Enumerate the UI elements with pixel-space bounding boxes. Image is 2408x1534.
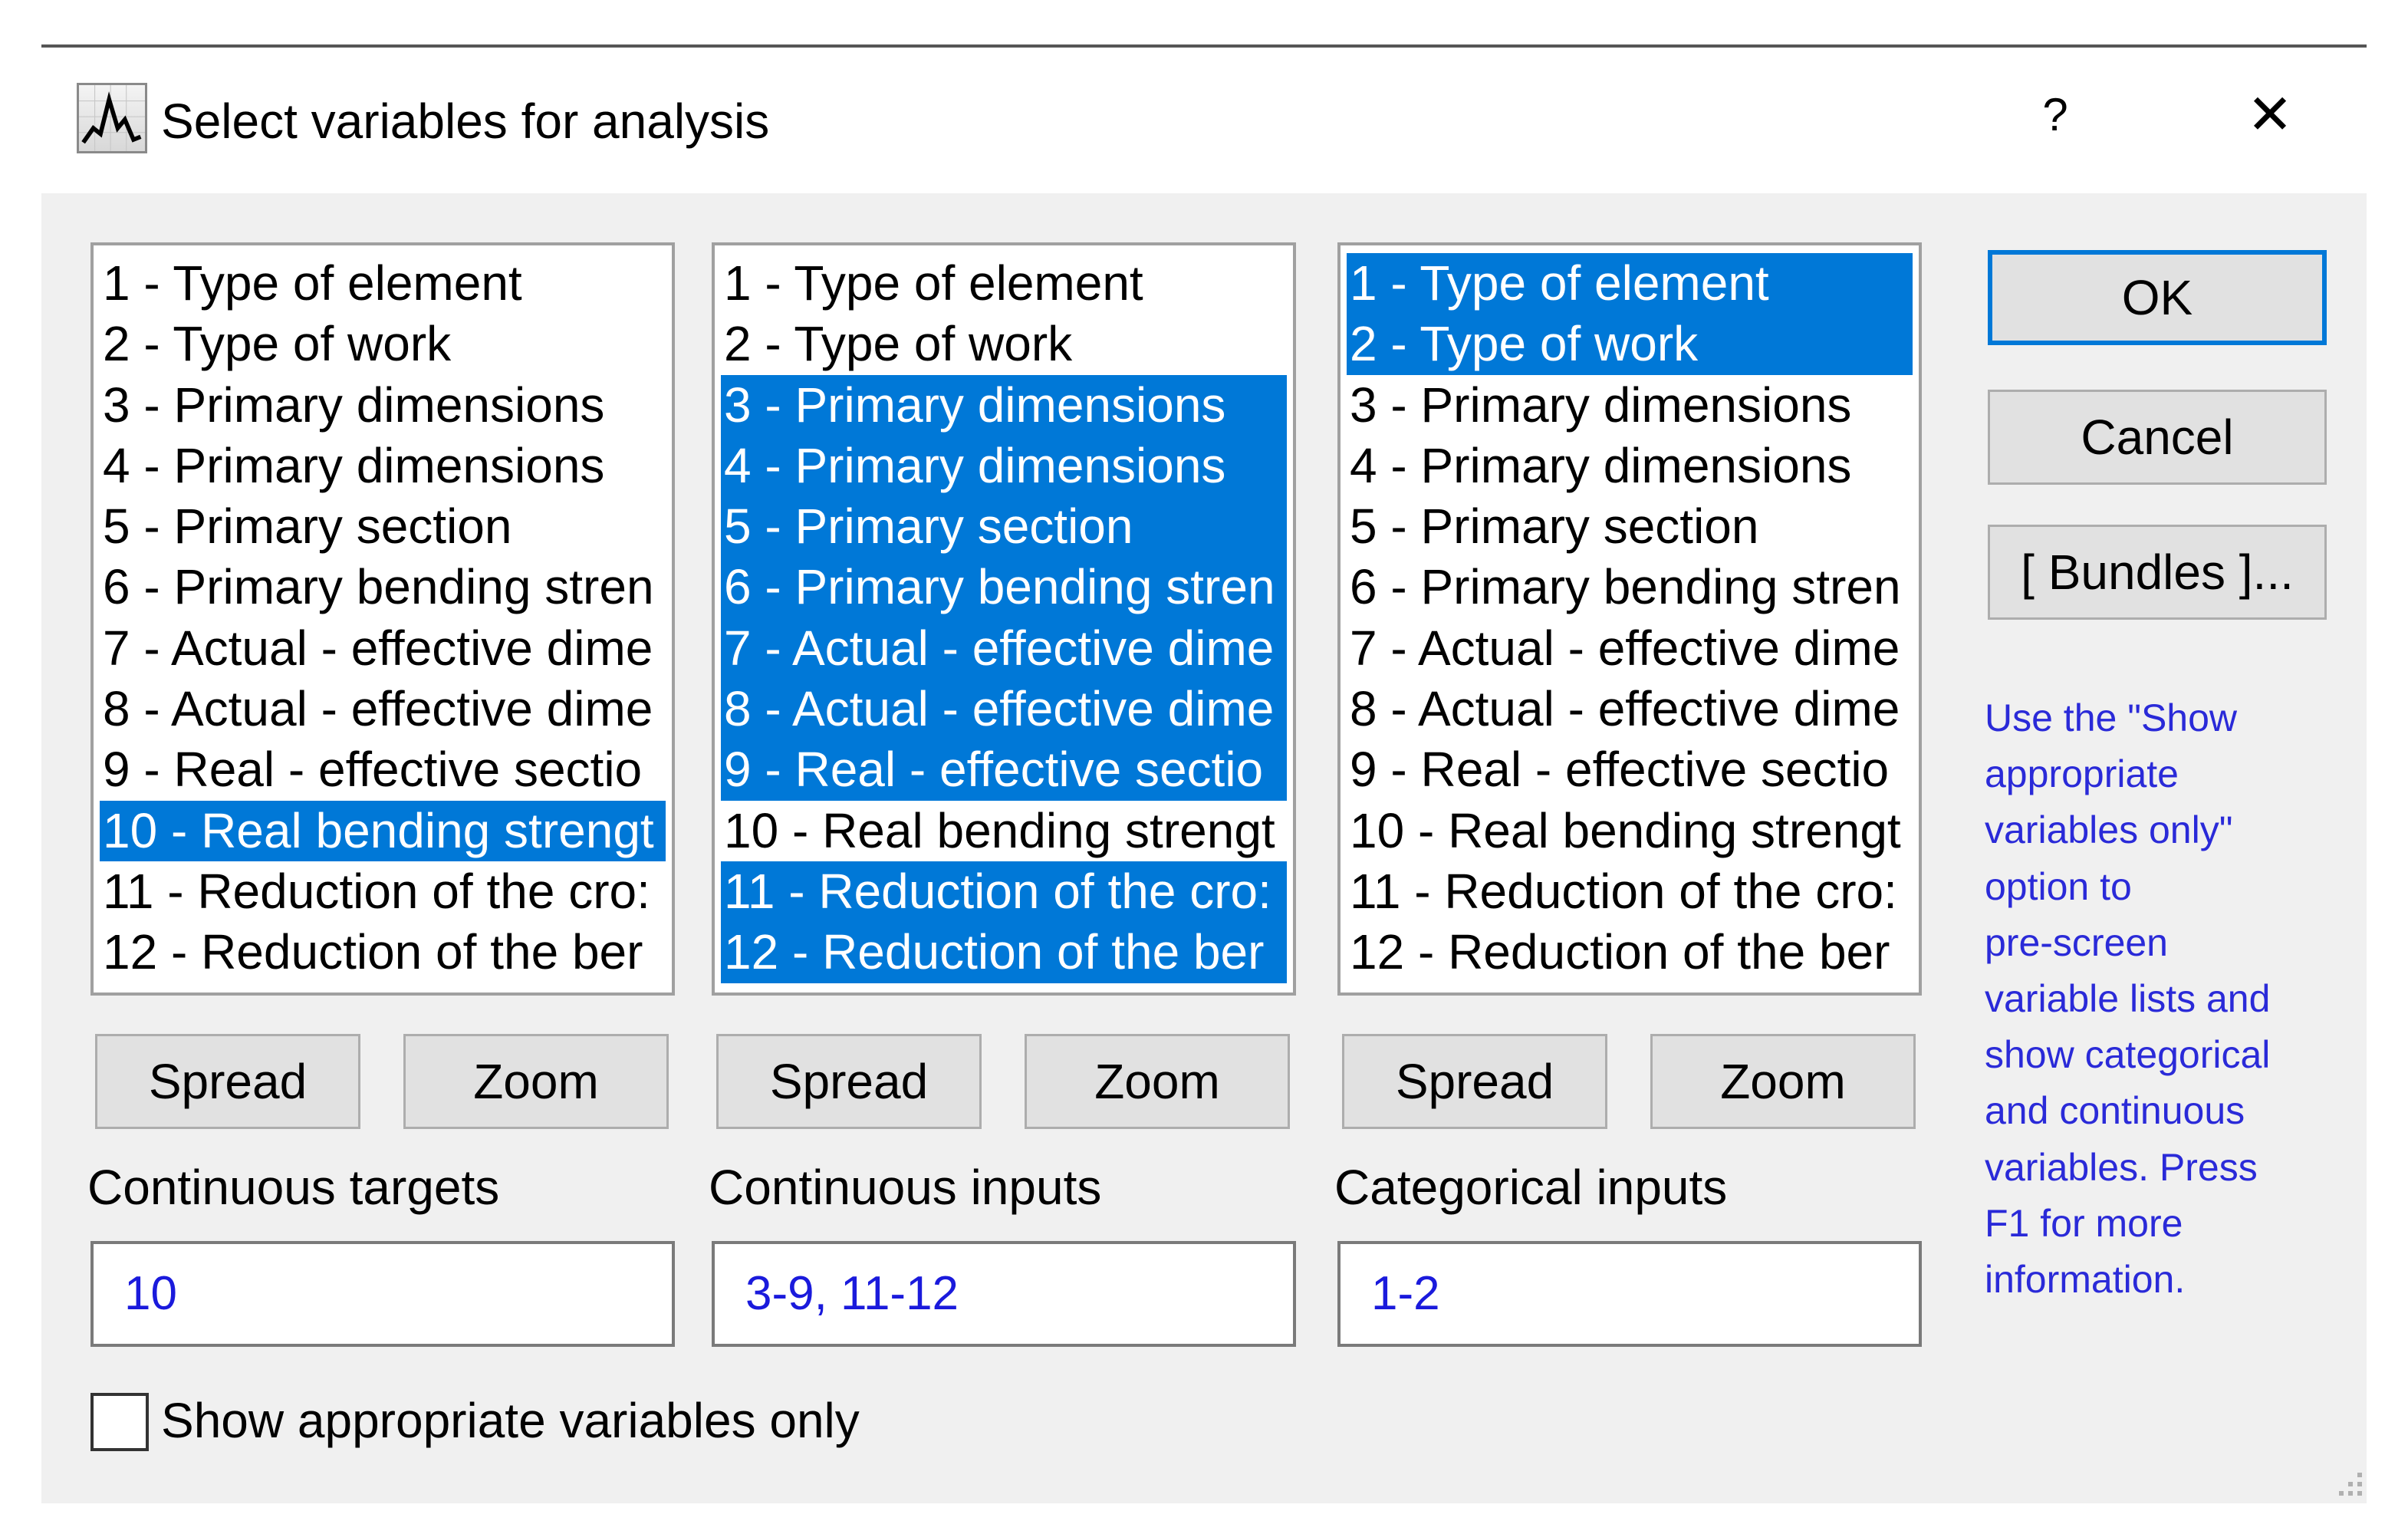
spread-button-categorical[interactable]: Spread (1342, 1034, 1607, 1129)
show-appropriate-checkbox[interactable] (90, 1393, 149, 1451)
zoom-button-inputs[interactable]: Zoom (1025, 1034, 1290, 1129)
list-item[interactable]: 10 - Real bending strengt (1350, 802, 1901, 858)
list-item[interactable]: 6 - Primary bending stren (103, 559, 654, 615)
help-note (1985, 690, 2345, 1308)
list-item[interactable]: 5 - Primary section (1350, 499, 1759, 555)
list-item[interactable]: 11 - Reduction of the cro: (721, 861, 1287, 922)
continuous-targets-list[interactable] (90, 242, 675, 996)
list-item[interactable]: 6 - Primary bending stren (721, 557, 1287, 617)
list-item[interactable]: 10 - Real bending strengt (100, 801, 666, 861)
list-item[interactable]: 5 - Primary section (103, 499, 512, 555)
list-items (100, 253, 666, 983)
help-note-line: and continuous (1985, 1089, 2245, 1133)
list-item[interactable]: 2 - Type of work (1347, 314, 1913, 374)
list-item[interactable]: 12 - Reduction of the ber (1350, 924, 1890, 980)
list-item[interactable]: 7 - Actual - effective dime (1350, 620, 1900, 676)
list-item[interactable]: 2 - Type of work (103, 316, 452, 372)
continuous-targets-label: Continuous targets (87, 1160, 500, 1215)
list-item[interactable]: 8 - Actual - effective dime (1350, 681, 1900, 737)
help-note-line: Use the "Show (1985, 696, 2238, 739)
list-item[interactable]: 7 - Actual - effective dime (103, 620, 653, 676)
help-note-line: pre-screen (1985, 920, 2168, 964)
list-item[interactable]: 4 - Primary dimensions (721, 436, 1287, 496)
spread-button-inputs[interactable]: Spread (716, 1034, 982, 1129)
list-item[interactable]: 4 - Primary dimensions (103, 437, 605, 493)
list-item[interactable]: 8 - Actual - effective dime (103, 681, 653, 737)
help-note-line: show categorical (1985, 1033, 2271, 1077)
categorical-inputs-list[interactable] (1337, 242, 1922, 996)
help-note-line: F1 for more (1985, 1201, 2183, 1245)
help-note-line: variables. Press (1985, 1145, 2258, 1189)
zoom-button-targets[interactable]: Zoom (403, 1034, 669, 1129)
help-note-line: option to (1985, 864, 2132, 908)
list-items (721, 253, 1287, 983)
help-note-line: appropriate (1985, 752, 2179, 796)
cancel-button[interactable]: Cancel (1988, 390, 2327, 485)
list-item[interactable]: 11 - Reduction of the cro: (103, 863, 650, 919)
continuous-targets-field[interactable]: 10 (90, 1241, 675, 1347)
list-item[interactable]: 9 - Real - effective sectio (1350, 742, 1890, 798)
list-item[interactable]: 2 - Type of work (724, 316, 1073, 372)
spread-button-targets[interactable]: Spread (95, 1034, 360, 1129)
list-item[interactable]: 6 - Primary bending stren (1350, 559, 1901, 615)
categorical-inputs-label: Categorical inputs (1334, 1160, 1728, 1215)
list-item[interactable]: 1 - Type of element (724, 255, 1143, 311)
help-note-line: information. (1985, 1258, 2186, 1302)
list-item[interactable]: 7 - Actual - effective dime (721, 618, 1287, 679)
list-item[interactable]: 9 - Real - effective sectio (721, 739, 1287, 800)
list-item[interactable]: 9 - Real - effective sectio (103, 742, 643, 798)
list-item[interactable]: 12 - Reduction of the ber (103, 924, 643, 980)
help-note-line: variable lists and (1985, 977, 2271, 1021)
list-item[interactable]: 3 - Primary dimensions (1350, 377, 1852, 433)
show-appropriate-label[interactable]: Show appropriate variables only (161, 1393, 860, 1448)
ok-button[interactable]: OK (1988, 250, 2327, 345)
help-button[interactable]: ? (2042, 89, 2068, 140)
list-item[interactable]: 10 - Real bending strengt (724, 802, 1275, 858)
list-item[interactable]: 5 - Primary section (721, 496, 1287, 557)
list-item[interactable]: 8 - Actual - effective dime (721, 679, 1287, 739)
chart-icon (77, 83, 147, 153)
list-item[interactable]: 1 - Type of element (1347, 253, 1913, 314)
continuous-inputs-label: Continuous inputs (709, 1160, 1102, 1215)
list-item[interactable]: 3 - Primary dimensions (721, 375, 1287, 436)
list-item[interactable]: 4 - Primary dimensions (1350, 437, 1852, 493)
dialog-title: Select variables for analysis (161, 94, 770, 149)
help-note-line: variables only" (1985, 808, 2233, 852)
zoom-button-categorical[interactable]: Zoom (1650, 1034, 1916, 1129)
list-item[interactable]: 3 - Primary dimensions (103, 377, 605, 433)
continuous-inputs-list[interactable] (712, 242, 1296, 996)
list-items (1347, 253, 1913, 983)
list-item[interactable]: 1 - Type of element (103, 255, 522, 311)
resize-grip-icon[interactable] (2324, 1457, 2367, 1500)
list-item[interactable]: 11 - Reduction of the cro: (1350, 863, 1897, 919)
categorical-inputs-field[interactable]: 1-2 (1337, 1241, 1922, 1347)
continuous-inputs-field[interactable]: 3-9, 11-12 (712, 1241, 1296, 1347)
close-button[interactable]: ✕ (2246, 84, 2294, 146)
list-item[interactable]: 12 - Reduction of the ber (721, 922, 1287, 983)
bundles-button[interactable]: [ Bundles ]... (1988, 525, 2327, 620)
